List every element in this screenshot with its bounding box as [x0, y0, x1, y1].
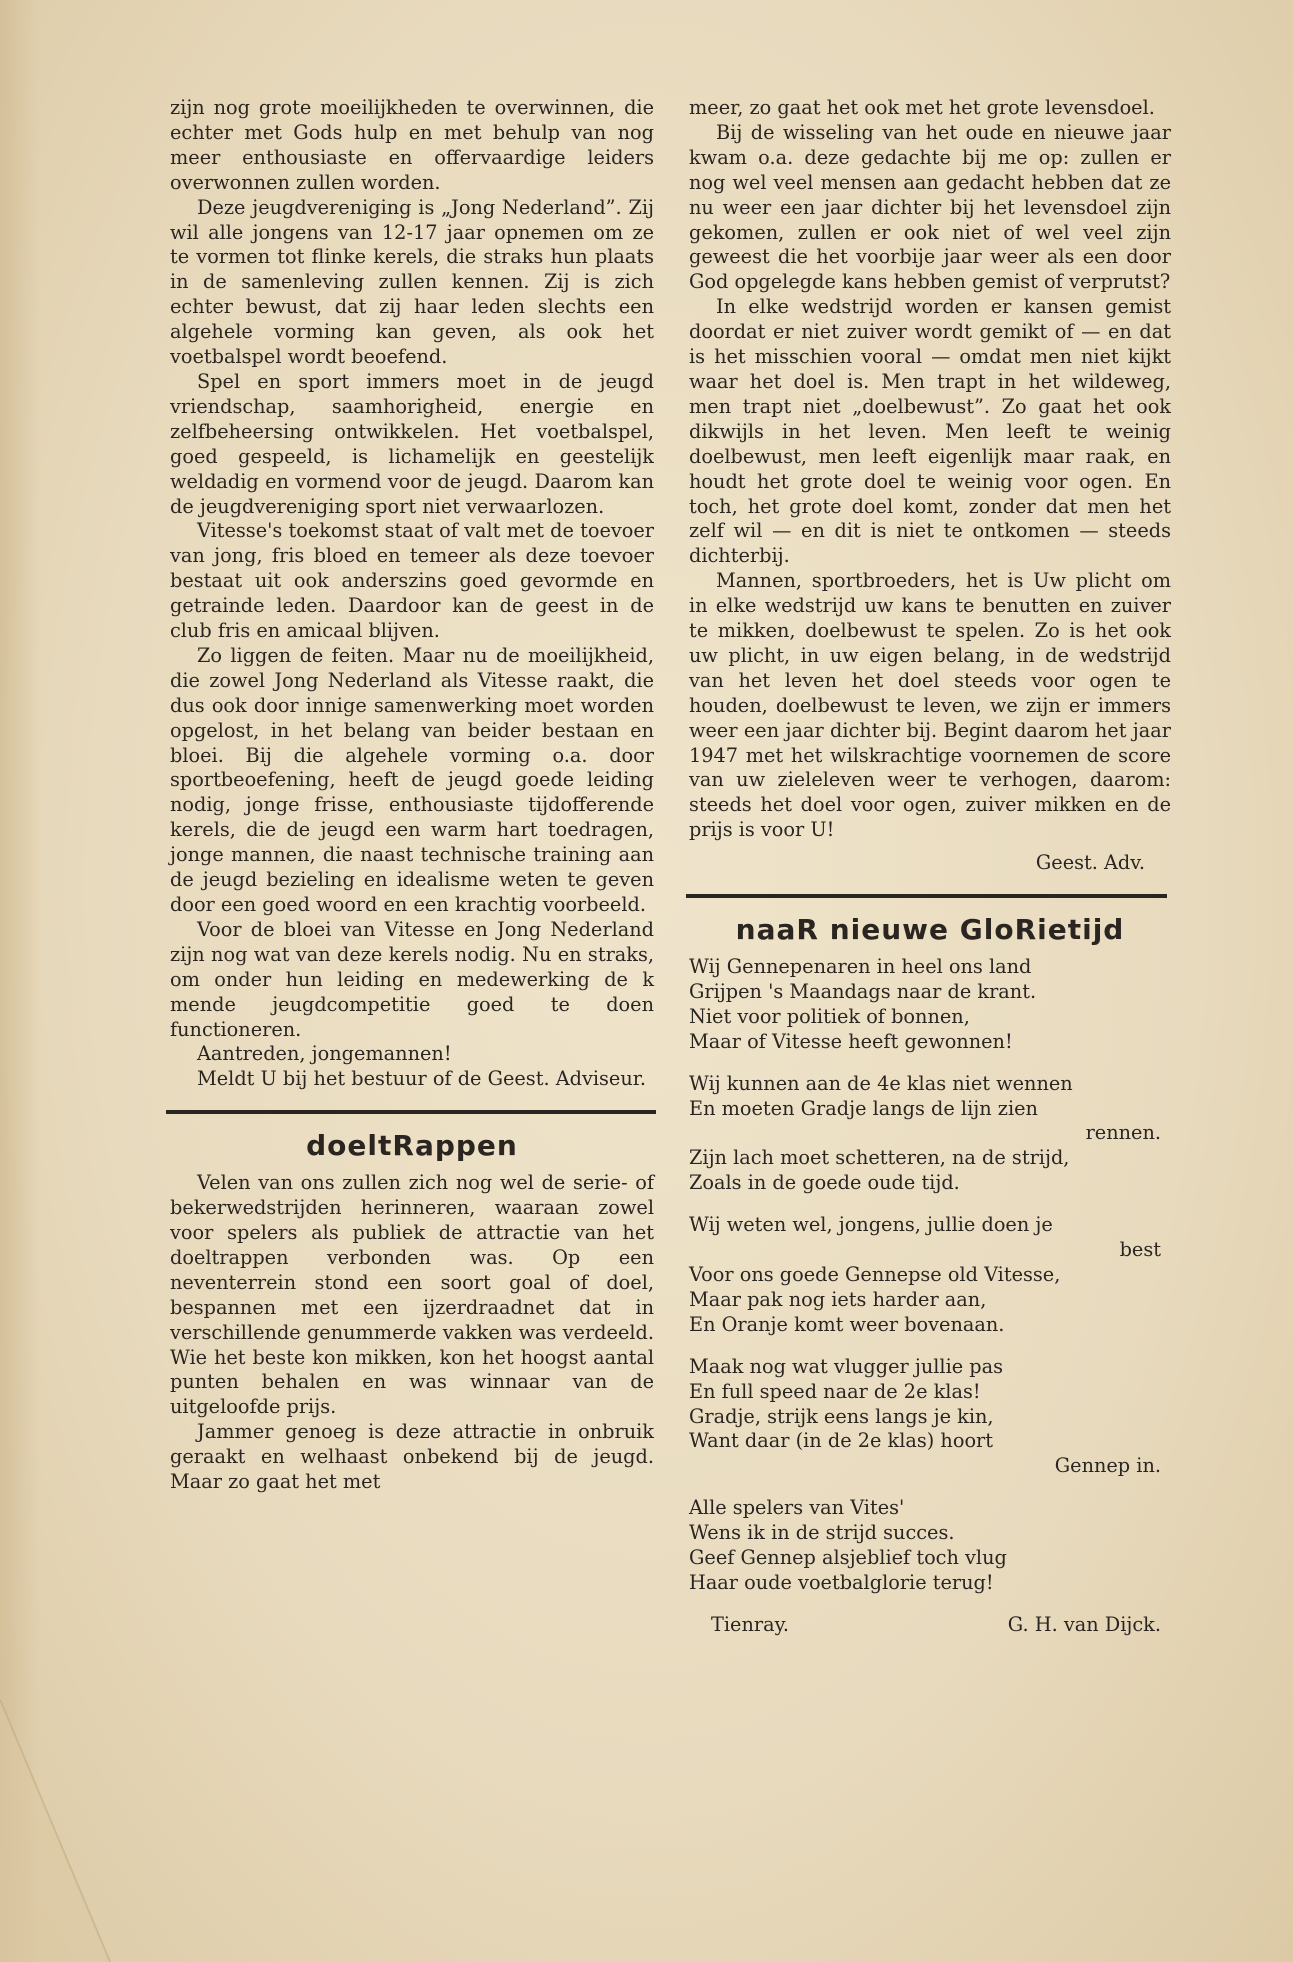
poem: [689, 955, 1171, 1638]
poem-stanza: [689, 1072, 1171, 1147]
poem-line: Maar pak nog iets harder aan,: [689, 1287, 987, 1311]
poem-stanza: [689, 1496, 1171, 1596]
poem-line: Zijn lach moet schetteren, na de strijd,: [689, 1146, 1070, 1170]
paragraph: Velen van ons zullen zich nog wel de serie- of bekerwedstrijden herinneren, waaraan zowel voor spelers als publiek de attractie van het doeltrappen verbonden was. Op een neventerrein stond een soort goal of doel, bespannen met een ijzerdraadnet dat in verschillende genummerde vakken was verdeeld. Wie het beste kon mikken, kon het hoogst aantal punten behalen en was winnaar van de uitgeloofde prijs.: [170, 1171, 654, 1419]
article-signature: Geest. Adv.: [1035, 851, 1145, 875]
poem-stanza: [689, 1213, 1171, 1338]
paragraph: Meldt U bij het bestuur of de Geest. Adviseur.: [197, 1067, 646, 1091]
right-column: [689, 96, 1171, 1638]
poem-line: En Oranje komt weer bovenaan.: [689, 1312, 1005, 1336]
paragraph: Jammer genoeg is deze attractie in onbruik geraakt en welhaast onbekend bij de jeugd. Maar zo gaat het met: [170, 1420, 654, 1494]
poem-line: En moeten Gradje langs de lijn zien: [689, 1096, 1038, 1120]
paragraph: Spel en sport immers moet in de jeugd vriendschap, saamhorigheid, energie en zelfbeheersing ontwikkelen. Het voetbalspel, goed gespeeld, is lichamelijk en geestelijk weldadig en vormend voor de jeugd. Daarom kan de jeugdvereniging sport niet verwaarlozen.: [170, 369, 654, 518]
section-divider: [166, 1110, 656, 1114]
poem-line: Maar of Vitesse heeft gewonnen!: [689, 1029, 1013, 1053]
paragraph: Aantreden, jongemannen!: [197, 1042, 452, 1066]
paragraph: Mannen, sportbroeders, het is Uw plicht om in elke wedstrijd uw kans te benutten en zuiver te mikken, doelbewust te spelen. Zo is het ook uw plicht, in uw eigen belang, in de wedstrijd van het leven het doel steeds voor ogen te houden, doelbewust te leven, we zijn er immers weer een jaar dichter bij. Begint daarom het jaar 1947 met het wilskrachtige voornemen de score van uw zieleleven weer te verhogen, daarom: steeds het doel voor ogen, zuiver mikken en de prijs is voor U!: [689, 569, 1171, 842]
poem-line: Want daar (in de 2e klas) hoort: [689, 1429, 994, 1453]
poem-place: Tienray.: [711, 1612, 790, 1636]
poem-line-continuation: rennen.: [1085, 1121, 1161, 1145]
section-divider: [686, 894, 1167, 898]
paragraph: Vitesse's toekomst staat of valt met de toevoer van jong, fris bloed en temeer als deze toevoer bestaat uit ook anderszins goed gevormde en getrainde leden. Daardoor kan de geest in de club fris en amicaal blijven.: [170, 519, 654, 643]
poem-line: Wij kunnen aan de 4e klas niet wennen: [689, 1071, 1073, 1095]
poem-line: Maak nog wat vlugger jullie pas: [689, 1354, 1004, 1378]
left-column: [170, 96, 654, 1495]
poem-stanza: [689, 1146, 1171, 1196]
poem-line: Gradje, strijk eens langs je kin,: [689, 1404, 994, 1428]
paragraph: Deze jeugdvereniging is „Jong Nederland”. Zij wil alle jongens van 12-17 jaar opnemen om ze te vormen tot flinke kerels, die straks hun plaats in de samenleving zullen kennen. Zij is zich echter bewust, dat zij haar leden slechts een algehele vorming kan geven, als ook het voetbalspel wordt beoefend.: [170, 195, 654, 369]
paragraph: zijn nog grote moeilijkheden te overwinnen, die echter met Gods hulp en met behulp van nog meer enthousiaste en offervaardige leiders overwonnen zullen worden.: [170, 96, 654, 194]
poem-line-continuation: Gennep in.: [1054, 1454, 1161, 1478]
poem-line: Geef Gennep alsjeblief toch vlug: [689, 1546, 1007, 1570]
poem-line: Wij Gennepenaren in heel ons land: [689, 955, 1032, 978]
article-title: doeltRappen: [306, 1129, 518, 1163]
poem-line: Alle spelers van Vites': [689, 1496, 905, 1520]
poem-stanza: [689, 1355, 1171, 1480]
poem-stanza: [689, 955, 1171, 1055]
poem-line: Wens ik in de strijd succes.: [689, 1521, 955, 1545]
paragraph: Bij de wisseling van het oude en nieuwe jaar kwam o.a. deze gedachte bij me op: zullen er nog wel veel mensen aan gedacht hebben dat ze nu weer een jaar dichter bij het levensdoel zijn gekomen, zullen er ook niet of wel veel zijn geweest die het voorbije jaar weer als een door God opgelegde kans hebben gemist of verprutst?: [689, 120, 1171, 294]
poem-line: Wij weten wel, jongens, jullie doen je: [689, 1213, 1053, 1237]
poem-signature: [689, 1613, 1171, 1638]
poem-line: Haar oude voetbalglorie terug!: [689, 1570, 994, 1594]
poem-author: G. H. van Dijck.: [1007, 1612, 1161, 1636]
poem-line: En full speed naar de 2e klas!: [689, 1379, 981, 1403]
paragraph: Voor de bloei van Vitesse en Jong Nederland zijn nog wat van deze kerels nodig. Nu en straks, om onder hun leiding en medewerking de k mende jeugdcompetitie goed te doen functioneren.: [170, 917, 654, 1041]
poem-title: naaR nieuwe GloRietijd: [735, 913, 1125, 947]
paragraph: Zo liggen de feiten. Maar nu de moeilijkheid, die zowel Jong Nederland als Vitesse raakt, die dus ook door innige samenwerking moet worden opgelost, in het belang van beider bestaan en bloei. Bij die algehele vorming o.a. door sportbeoefening, heeft de jeugd goede leiding nodig, jonge frisse, enthousiaste tijdofferende kerels, die de jeugd een warm hart toedragen, jonge mannen, die naast technische training aan de jeugd bezieling en idealisme weten te geven door een goed woord en een krachtig voorbeeld.: [170, 643, 654, 916]
poem-line: Niet voor politiek of bonnen,: [689, 1004, 970, 1028]
paragraph: meer, zo gaat het ook met het grote levensdoel.: [689, 96, 1155, 119]
paragraph: In elke wedstrijd worden er kansen gemist doordat er niet zuiver wordt gemikt of — en dat is het misschien vooral — omdat men niet kijkt waar het doel is. Men trapt in het wildeweg, men trapt niet „doelbewust”. Zo gaat het ook dikwijls in het leven. Men leeft te weinig doelbewust, men leeft eigenlijk maar raak, en houdt het grote doel te weinig voor ogen. En toch, het grote doel komt, zonder dat men het zelf wil — en dit is niet te ontkomen — steeds dichterbij.: [689, 295, 1171, 568]
poem-line: Voor ons goede Gennepse old Vitesse,: [689, 1262, 1061, 1286]
poem-line: Zoals in de goede oude tijd.: [689, 1171, 960, 1195]
poem-line: Grijpen 's Maandags naar de krant.: [689, 979, 1037, 1003]
poem-line-continuation: best: [1119, 1238, 1161, 1262]
